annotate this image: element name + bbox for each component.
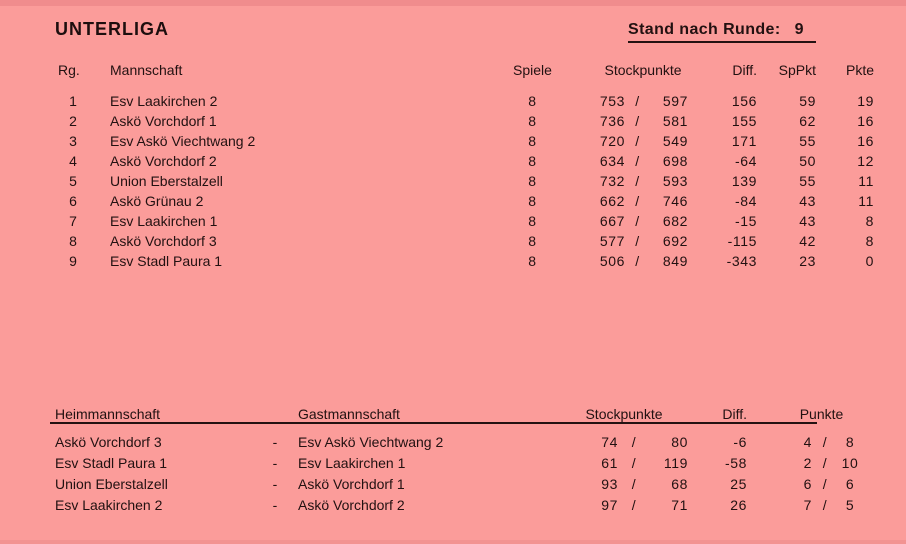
cell-diff: 156 [731, 93, 758, 109]
cell-sp-guest: 80 [671, 433, 688, 450]
cell-home-team: Esv Laakirchen 2 [55, 496, 163, 513]
cell-sp-home: 61 [601, 454, 618, 471]
cell-sp-against: 581 [662, 113, 689, 129]
cell-team: Esv Stadl Paura 1 [110, 253, 223, 269]
bottom-edge-strip [0, 540, 906, 544]
cell-games: 8 [528, 113, 537, 129]
standings-row [58, 151, 874, 171]
cell-rank: 8 [69, 233, 77, 249]
round-number: 9 [794, 21, 804, 38]
cell-sp-against: 549 [662, 133, 689, 149]
cell-sp-for: 720 [599, 133, 625, 149]
cell-diff: -84 [734, 193, 758, 209]
results-header-row [50, 406, 862, 431]
cell-sp-for: 662 [599, 193, 625, 209]
slash-separator: / [635, 93, 640, 109]
cell-sp-guest: 119 [663, 454, 688, 471]
results-header-home: Heimmannschaft [55, 406, 161, 422]
cell-team: Esv Laakirchen 1 [110, 213, 218, 229]
cell-games: 8 [528, 233, 537, 249]
cell-sppkt: 62 [799, 113, 817, 129]
cell-sp-for: 506 [599, 253, 625, 269]
cell-sp-home: 93 [601, 475, 618, 492]
cell-diff: -343 [726, 253, 758, 269]
cell-games: 8 [528, 173, 537, 189]
cell-sp-guest: 71 [671, 496, 688, 513]
cell-diff: -15 [734, 213, 758, 229]
cell-sp-for: 732 [599, 173, 625, 189]
cell-guest-team: Askö Vorchdorf 2 [298, 496, 405, 513]
slash-separator: / [635, 193, 640, 209]
results-header-diff: Diff. [722, 406, 747, 422]
cell-pkte: 11 [858, 173, 875, 189]
cell-sp-for: 736 [599, 113, 625, 129]
cell-sppkt: 43 [799, 193, 817, 209]
cell-diff: 171 [731, 133, 758, 149]
standings-body [58, 91, 874, 271]
round-status [628, 21, 816, 43]
cell-pkte: 8 [865, 233, 875, 249]
cell-points-home: 4 [803, 433, 812, 450]
cell-sp-against: 692 [662, 233, 689, 249]
slash-separator: / [635, 113, 640, 129]
cell-team: Askö Vorchdorf 1 [110, 113, 217, 129]
cell-sp-home: 97 [601, 496, 618, 513]
results-header-stockpunkte: Stockpunkte [585, 406, 663, 422]
cell-sp-against: 682 [662, 213, 689, 229]
standings-table [58, 62, 874, 271]
slash-separator: / [635, 213, 640, 229]
standings-row [58, 171, 874, 191]
standings-header-row [58, 62, 874, 91]
cell-diff: 25 [730, 475, 747, 492]
cell-pkte: 19 [857, 93, 875, 109]
cell-sppkt: 50 [799, 153, 817, 169]
cell-games: 8 [528, 253, 537, 269]
standings-row [58, 131, 874, 151]
cell-sp-against: 746 [662, 193, 689, 209]
slash-separator: / [822, 433, 828, 450]
results-table [50, 406, 862, 515]
cell-rank: 3 [69, 133, 77, 149]
dash-separator: - [272, 496, 278, 513]
slash-separator: / [822, 496, 828, 513]
slash-separator: / [822, 454, 828, 471]
slash-separator: / [635, 153, 640, 169]
cell-pkte: 0 [865, 253, 875, 269]
cell-rank: 2 [69, 113, 77, 129]
standings-header-games: Spiele [513, 62, 552, 78]
results-header-spacer [265, 406, 285, 431]
cell-home-team: Union Eberstalzell [55, 475, 168, 492]
slash-separator: / [631, 475, 637, 492]
cell-sp-against: 597 [662, 93, 689, 109]
standings-row [58, 251, 874, 271]
cell-guest-team: Esv Askö Viechtwang 2 [298, 433, 444, 450]
cell-rank: 4 [69, 153, 77, 169]
cell-rank: 7 [69, 213, 77, 229]
cell-points-guest: 5 [845, 496, 855, 513]
cell-points-home: 7 [803, 496, 812, 513]
cell-sppkt: 59 [799, 93, 817, 109]
dash-separator: - [272, 454, 278, 471]
cell-pkte: 16 [857, 133, 875, 149]
cell-rank: 1 [69, 93, 77, 109]
standings-header-team: Mannschaft [110, 62, 183, 78]
cell-team: Esv Laakirchen 2 [110, 93, 218, 109]
cell-points-guest: 10 [841, 454, 859, 471]
cell-team: Askö Vorchdorf 3 [110, 233, 217, 249]
standings-header-rank: Rg. [58, 62, 80, 78]
cell-home-team: Esv Stadl Paura 1 [55, 454, 168, 471]
cell-diff: -115 [727, 233, 758, 249]
cell-sp-against: 698 [662, 153, 689, 169]
standings-row [58, 111, 874, 131]
standings-header-pkte: Pkte [846, 62, 875, 78]
dash-separator: - [272, 433, 278, 450]
page-title: UNTERLIGA [55, 19, 169, 39]
cell-sppkt: 42 [799, 233, 817, 249]
cell-points-home: 2 [803, 454, 812, 471]
cell-games: 8 [528, 93, 537, 109]
cell-points-guest: 8 [845, 433, 855, 450]
cell-pkte: 16 [857, 113, 875, 129]
results-row [50, 494, 862, 515]
cell-sppkt: 23 [799, 253, 817, 269]
cell-diff: -64 [734, 153, 758, 169]
standings-header-stockpunkte: Stockpunkte [604, 62, 682, 78]
cell-games: 8 [528, 213, 537, 229]
cell-diff: 26 [730, 496, 747, 513]
cell-guest-team: Askö Vorchdorf 1 [298, 475, 405, 492]
standings-header-diff: Diff. [732, 62, 758, 78]
slash-separator: / [822, 475, 828, 492]
cell-sppkt: 55 [799, 133, 817, 149]
dash-separator: - [272, 475, 278, 492]
cell-points-guest: 6 [845, 475, 855, 492]
cell-sp-guest: 68 [671, 475, 688, 492]
results-header-guest: Gastmannschaft [298, 406, 400, 422]
standings-row [58, 211, 874, 231]
standings-row [58, 231, 874, 251]
cell-team: Askö Grünau 2 [110, 193, 204, 209]
cell-sp-for: 753 [599, 93, 625, 109]
cell-games: 8 [528, 133, 537, 149]
results-row [50, 452, 862, 473]
cell-rank: 9 [69, 253, 77, 269]
cell-diff: 139 [731, 173, 758, 189]
cell-games: 8 [528, 153, 537, 169]
cell-games: 8 [528, 193, 537, 209]
slash-separator: / [635, 253, 640, 269]
cell-guest-team: Esv Laakirchen 1 [298, 454, 406, 471]
standings-row [58, 91, 874, 111]
cell-sppkt: 55 [799, 173, 817, 189]
cell-team: Esv Askö Viechtwang 2 [110, 133, 256, 149]
cell-sp-for: 634 [599, 153, 625, 169]
cell-home-team: Askö Vorchdorf 3 [55, 433, 162, 450]
cell-sp-for: 577 [599, 233, 625, 249]
cell-sp-for: 667 [599, 213, 625, 229]
cell-pkte: 12 [857, 153, 875, 169]
cell-rank: 6 [69, 193, 77, 209]
cell-team: Union Eberstalzell [110, 173, 223, 189]
slash-separator: / [635, 233, 640, 249]
cell-diff: 155 [731, 113, 758, 129]
slash-separator: / [635, 173, 640, 189]
cell-points-home: 6 [803, 475, 812, 492]
slash-separator: / [631, 433, 637, 450]
cell-pkte: 11 [858, 193, 875, 209]
results-body [50, 431, 862, 515]
cell-sp-against: 593 [662, 173, 689, 189]
results-header-punkte: Punkte [799, 406, 844, 422]
slash-separator: / [635, 133, 640, 149]
top-edge-strip [0, 0, 906, 6]
results-row [50, 473, 862, 494]
standings-row [58, 191, 874, 211]
slash-separator: / [631, 496, 637, 513]
cell-sp-against: 849 [662, 253, 689, 269]
standings-header-sppkt: SpPkt [778, 62, 817, 78]
round-status-label: Stand nach Runde: [628, 21, 781, 38]
cell-rank: 5 [69, 173, 77, 189]
slash-separator: / [631, 454, 637, 471]
cell-sppkt: 43 [799, 213, 817, 229]
cell-diff: -58 [724, 454, 747, 471]
results-row [50, 431, 862, 452]
cell-team: Askö Vorchdorf 2 [110, 153, 217, 169]
cell-sp-home: 74 [601, 433, 618, 450]
cell-pkte: 8 [865, 213, 875, 229]
cell-diff: -6 [733, 433, 747, 450]
